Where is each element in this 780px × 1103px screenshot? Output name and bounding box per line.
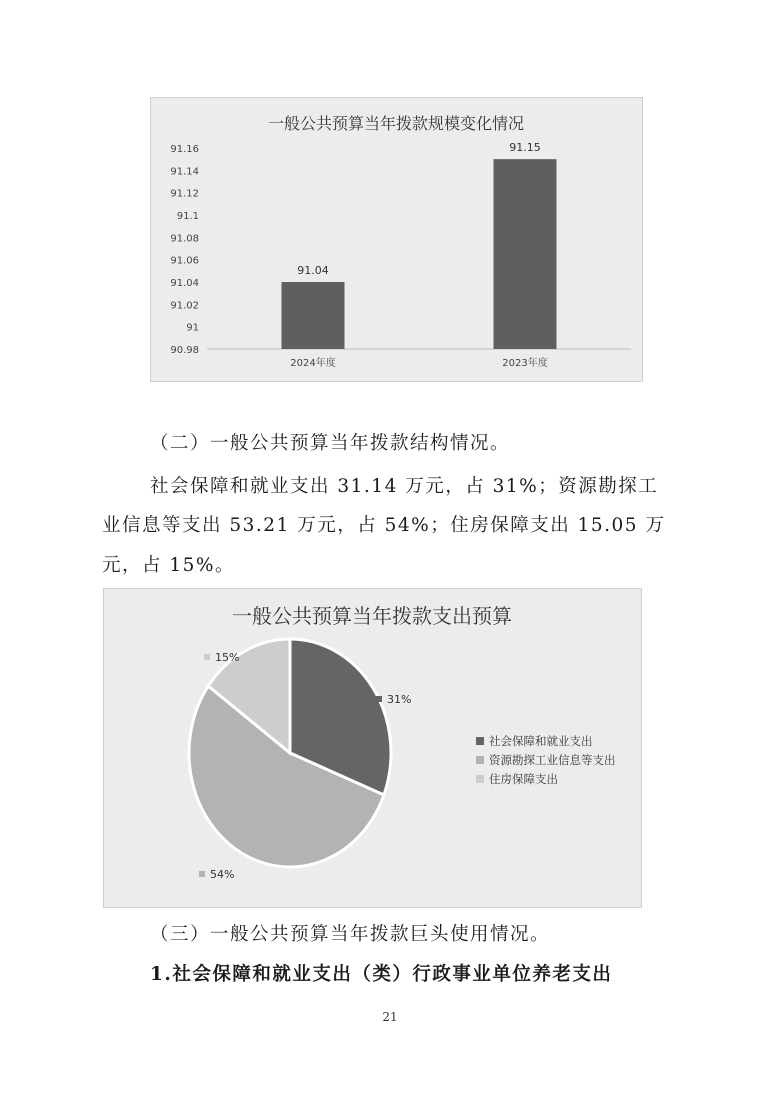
legend-label: 社会保障和就业支出 <box>489 734 593 748</box>
subsection-heading: 1.社会保障和就业支出（类）行政事业单位养老支出 <box>150 964 613 985</box>
y-tick-label: 91.1 <box>176 211 199 222</box>
y-tick-label: 91.12 <box>170 188 199 200</box>
legend-swatch <box>476 775 484 783</box>
page-number: 21 <box>382 1010 398 1024</box>
section-heading-3: （三）一般公共预算当年拨款巨头使用情况。 <box>150 924 551 945</box>
legend-swatch <box>476 756 484 764</box>
y-tick-label: 91.14 <box>170 166 199 178</box>
y-tick-label: 90.98 <box>170 345 199 356</box>
legend-label: 住房保障支出 <box>489 772 558 786</box>
x-tick-label: 2023年度 <box>502 358 548 369</box>
legend-swatch <box>476 737 484 745</box>
paragraph-line: 社会保障和就业支出 31.14 万元，占 31%；资源勘探工 <box>150 476 659 497</box>
y-tick-label: 91.04 <box>170 278 199 289</box>
pie-data-label: 31% <box>387 693 412 706</box>
legend-label: 资源勘探工业信息等支出 <box>489 753 616 767</box>
pie-label-marker <box>376 696 382 702</box>
y-tick-label: 91.08 <box>170 233 199 245</box>
pie-chart <box>103 588 642 908</box>
pie-data-label: 15% <box>215 651 240 664</box>
paragraph-line: 元，占 15%。 <box>102 555 236 576</box>
x-tick-label: 2024年度 <box>290 358 336 369</box>
bar-chart-title: 一般公共预算当年拨款规模变化情况 <box>267 114 525 133</box>
pie-chart-svg <box>104 589 641 907</box>
paragraph-line: 业信息等支出 53.21 万元，占 54%；住房保障支出 15.05 万 <box>102 515 666 536</box>
bar-chart <box>150 97 643 382</box>
pie-label-marker <box>204 654 210 660</box>
section-heading-2: （二）一般公共预算当年拨款结构情况。 <box>150 433 511 454</box>
y-tick-label: 91.06 <box>170 255 199 267</box>
bar-chart-svg <box>151 98 642 381</box>
y-tick-label: 91.16 <box>170 144 199 155</box>
bar-data-label: 91.15 <box>509 141 541 155</box>
pie-chart-title: 一般公共预算当年拨款支出预算 <box>232 604 512 628</box>
bar-data-label: 91.04 <box>297 264 329 277</box>
pie-data-label: 54% <box>210 868 235 881</box>
pie-label-marker <box>199 871 205 877</box>
bar <box>282 282 345 349</box>
y-tick-label: 91.02 <box>170 300 199 312</box>
y-tick-label: 91 <box>186 322 199 334</box>
bar <box>494 159 557 349</box>
